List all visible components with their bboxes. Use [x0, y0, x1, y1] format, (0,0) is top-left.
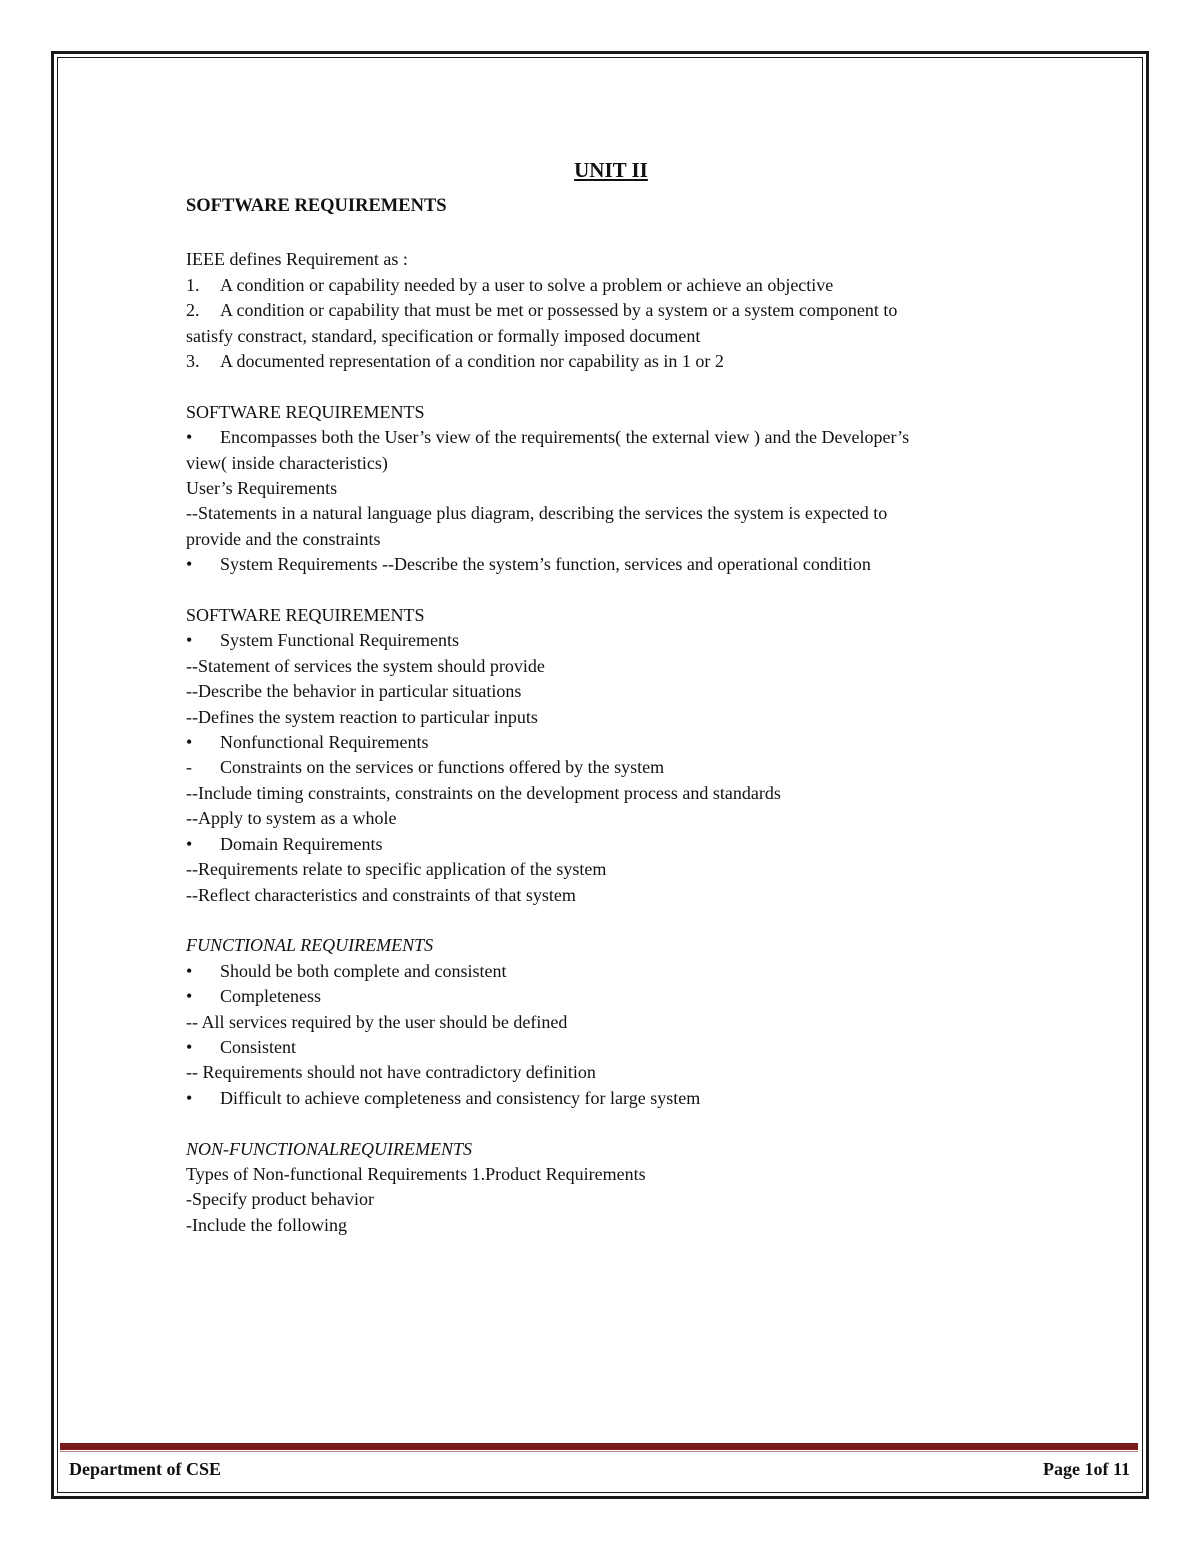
- spacer: [186, 578, 1066, 603]
- bullet-icon: •: [186, 960, 193, 981]
- ieee-intro: IEEE defines Requirement as :: [186, 249, 408, 270]
- bullet-icon: •: [186, 554, 193, 575]
- bullet-item: [186, 730, 1066, 755]
- bullet-icon: •: [186, 1087, 193, 1108]
- bullet-text: Domain Requirements: [220, 833, 383, 854]
- section-heading-nonfunctional: NON-FUNCTIONALREQUIREMENTS: [186, 1138, 473, 1159]
- footer-divider: [60, 1443, 1138, 1450]
- text-line: --Describe the behavior in particular situations: [186, 681, 522, 702]
- text-line: --Statement of services the system should provide: [186, 655, 545, 676]
- footer-department: Department of CSE: [69, 1459, 221, 1479]
- text-line: --Apply to system as a whole: [186, 808, 397, 829]
- dash-item: [186, 755, 1066, 780]
- dash-marker: -: [186, 757, 192, 778]
- bullet-icon: •: [186, 732, 193, 753]
- bullet-icon: •: [186, 986, 193, 1007]
- text-line: provide and the constraints: [186, 528, 381, 549]
- bullet-text: Consistent: [220, 1036, 297, 1057]
- bullet-icon: •: [186, 833, 193, 854]
- text-line: --Defines the system reaction to particular inputs: [186, 706, 538, 727]
- spacer: [186, 222, 1066, 247]
- text-line: --Requirements relate to specific application of the system: [186, 859, 607, 880]
- section-heading-functional: FUNCTIONAL REQUIREMENTS: [186, 935, 434, 956]
- text-line: -- All services required by the user should be defined: [186, 1011, 568, 1032]
- bullet-item: [186, 959, 1066, 984]
- spacer: [186, 1111, 1066, 1136]
- section-heading-software-requirements: SOFTWARE REQUIREMENTS: [186, 196, 447, 216]
- text-line: --Statements in a natural language plus diagram, describing the services the system is expected to: [186, 503, 888, 524]
- text-line: -Include the following: [186, 1214, 347, 1235]
- unit-title: UNIT II: [574, 158, 648, 182]
- bullet-text: Encompasses both the User’s view of the requirements( the external view ) and the Developer’s: [220, 427, 910, 448]
- list-marker: 1.: [186, 274, 200, 295]
- bullet-item: [186, 1086, 1066, 1111]
- bullet-text: Nonfunctional Requirements: [220, 732, 429, 753]
- bullet-text: Completeness: [220, 986, 321, 1007]
- list-item-text: A condition or capability needed by a user to solve a problem or achieve an objective: [220, 274, 834, 295]
- text-line: --Include timing constraints, constraints on the development process and standards: [186, 782, 781, 803]
- list-item: [186, 273, 1066, 298]
- footer-divider-thin: [60, 1451, 1138, 1452]
- text-line: Types of Non-functional Requirements 1.Product Requirements: [186, 1163, 646, 1184]
- bullet-item: [186, 552, 1066, 577]
- document-body: [186, 150, 1066, 1238]
- bullet-icon: •: [186, 1036, 193, 1057]
- list-marker: 2.: [186, 300, 200, 321]
- dash-text: Constraints on the services or functions offered by the system: [220, 757, 665, 778]
- bullet-item: [186, 425, 1066, 450]
- bullet-item: [186, 832, 1066, 857]
- bullet-item: [186, 984, 1066, 1009]
- text-line: --Reflect characteristics and constraints of that system: [186, 884, 576, 905]
- bullet-text: Difficult to achieve completeness and consistency for large system: [220, 1087, 701, 1108]
- bullet-icon: •: [186, 427, 193, 448]
- text-line: -- Requirements should not have contradictory definition: [186, 1062, 596, 1083]
- text-line: User’s Requirements: [186, 478, 338, 499]
- list-item-text: A documented representation of a condition nor capability as in 1 or 2: [220, 351, 724, 372]
- spacer: [186, 908, 1066, 933]
- list-item: [186, 298, 1066, 323]
- text-line: -Specify product behavior: [186, 1189, 374, 1210]
- bullet-icon: •: [186, 630, 193, 651]
- bullet-item: [186, 1035, 1066, 1060]
- spacer: [186, 374, 1066, 399]
- footer-page-number: Page 1of 11: [1043, 1459, 1130, 1479]
- list-item-text: A condition or capability that must be met or possessed by a system or a system component to: [220, 300, 898, 321]
- list-item: [186, 349, 1066, 374]
- bullet-text: System Functional Requirements: [220, 630, 459, 651]
- section-heading: SOFTWARE REQUIREMENTS: [186, 401, 425, 422]
- bullet-text: System Requirements --Describe the system’s function, services and operational condition: [220, 554, 871, 575]
- text-line: view( inside characteristics): [186, 452, 388, 473]
- list-marker: 3.: [186, 351, 200, 372]
- bullet-item: [186, 628, 1066, 653]
- section-heading: SOFTWARE REQUIREMENTS: [186, 605, 425, 626]
- list-item-continuation: satisfy constract, standard, specification or formally imposed document: [186, 325, 701, 346]
- bullet-text: Should be both complete and consistent: [220, 960, 507, 981]
